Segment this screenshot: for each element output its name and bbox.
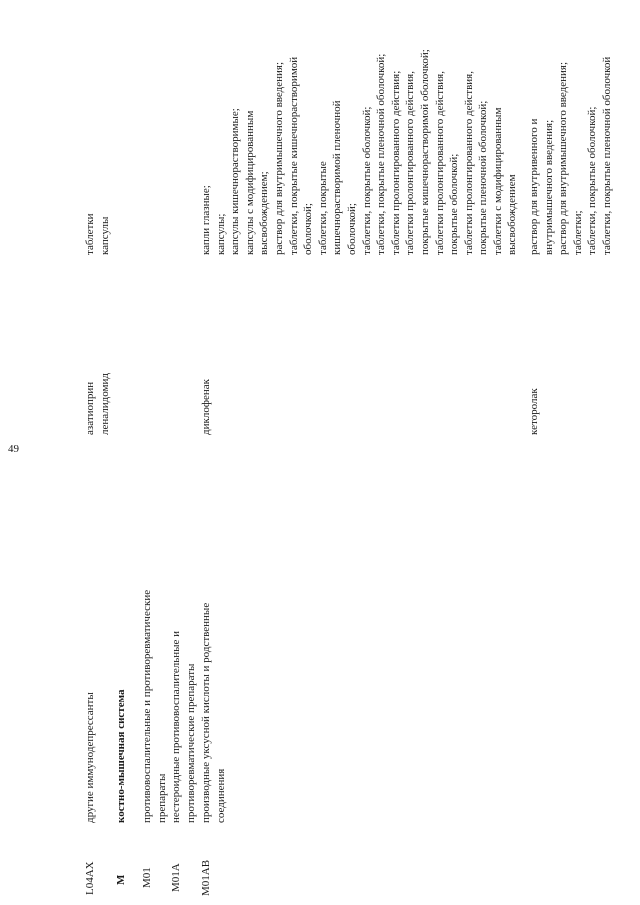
atc-code: L04AX [84,861,96,895]
dosage-form-line: капли глазные; [200,185,212,255]
page-number: 49 [8,443,19,455]
group-title-line: соединения [214,768,227,823]
dosage-form-line: покрытые пленочной оболочкой; [477,100,490,255]
drug-name: диклофенак [200,379,212,435]
dosage-form-line: кишечнорастворимой пленочной [331,100,344,255]
dosage-forms [199,0,520,255]
dosage-form-line: таблетки, покрытые оболочкой; [360,106,373,255]
dosage-form-line: таблетки пролонгированного действия, [404,71,417,255]
group-title-line: нестероидные противовоспалительные и [170,630,182,823]
group-title-line: другие иммунодепрессанты [84,692,96,823]
group-title-line: препараты [155,773,168,823]
dosage-form-line: таблетки, покрытые оболочкой; [586,106,599,255]
group-title-line: противовоспалительные и противоревматические [141,589,153,823]
dosage-forms [83,0,98,255]
atc-code: M [115,874,127,885]
dosage-form-line: раствор для внутримышечного введения; [272,61,285,255]
group-title [199,523,228,823]
group-title [169,523,198,823]
dosage-form-line: таблетки пролонгированного действия, [433,71,446,255]
dosage-form-line: таблетки с модифицированным [491,107,504,255]
dosage-forms [527,0,615,255]
group-title [140,523,169,823]
atc-code: M01AB [200,859,212,896]
group-title-line: костно-мышечная система [115,689,127,823]
dosage-form-line: раствор для внутривенного и [528,118,540,255]
dosage-form-line: капсулы кишечнорастворимые; [229,108,242,255]
drug-name: азатиоприн [84,381,96,435]
group-title-line: противоревматические препараты [184,663,197,823]
dosage-form-line: капсулы с модифицированным [243,110,256,255]
dosage-form-line: высвобождением; [258,171,271,255]
group-title [114,523,129,823]
dosage-form-line: таблетки [84,213,96,255]
drug-name: кеторолак [528,388,540,435]
dosage-form-line: таблетки пролонгированного действия, [462,71,475,255]
group-title-line: производные уксусной кислоты и родственные [200,602,212,823]
dosage-form-line: капсулы [99,216,111,255]
dosage-forms [98,0,113,255]
dosage-form-line: таблетки; [571,210,584,255]
dosage-form-line: капсулы; [214,213,227,255]
dosage-form-line: покрытые оболочкой; [448,153,461,255]
dosage-form-line: внутримышечного введения; [542,119,555,255]
dosage-form-line: таблетки, покрытые пленочной оболочкой [600,56,613,255]
dosage-form-line: оболочкой; [302,203,315,255]
dosage-form-line: таблетки, покрытые кишечнорастворимой [287,56,300,255]
dosage-form-line: оболочкой; [345,203,358,255]
dosage-form-line: таблетки, покрытые пленочной оболочкой; [375,53,388,255]
atc-code: M01 [141,867,153,888]
dosage-form-line: таблетки, покрытые [316,161,329,255]
dosage-form-line: высвобождением [506,174,519,255]
drug-name: леналидомид [99,373,111,435]
dosage-form-line: покрытые кишечнорастворимой оболочкой; [418,49,431,255]
dosage-form-line: таблетки пролонгированного действия; [389,70,402,255]
group-title [83,523,98,823]
dosage-form-line: раствор для внутримышечного введения; [557,61,570,255]
atc-code: M01A [170,863,182,892]
